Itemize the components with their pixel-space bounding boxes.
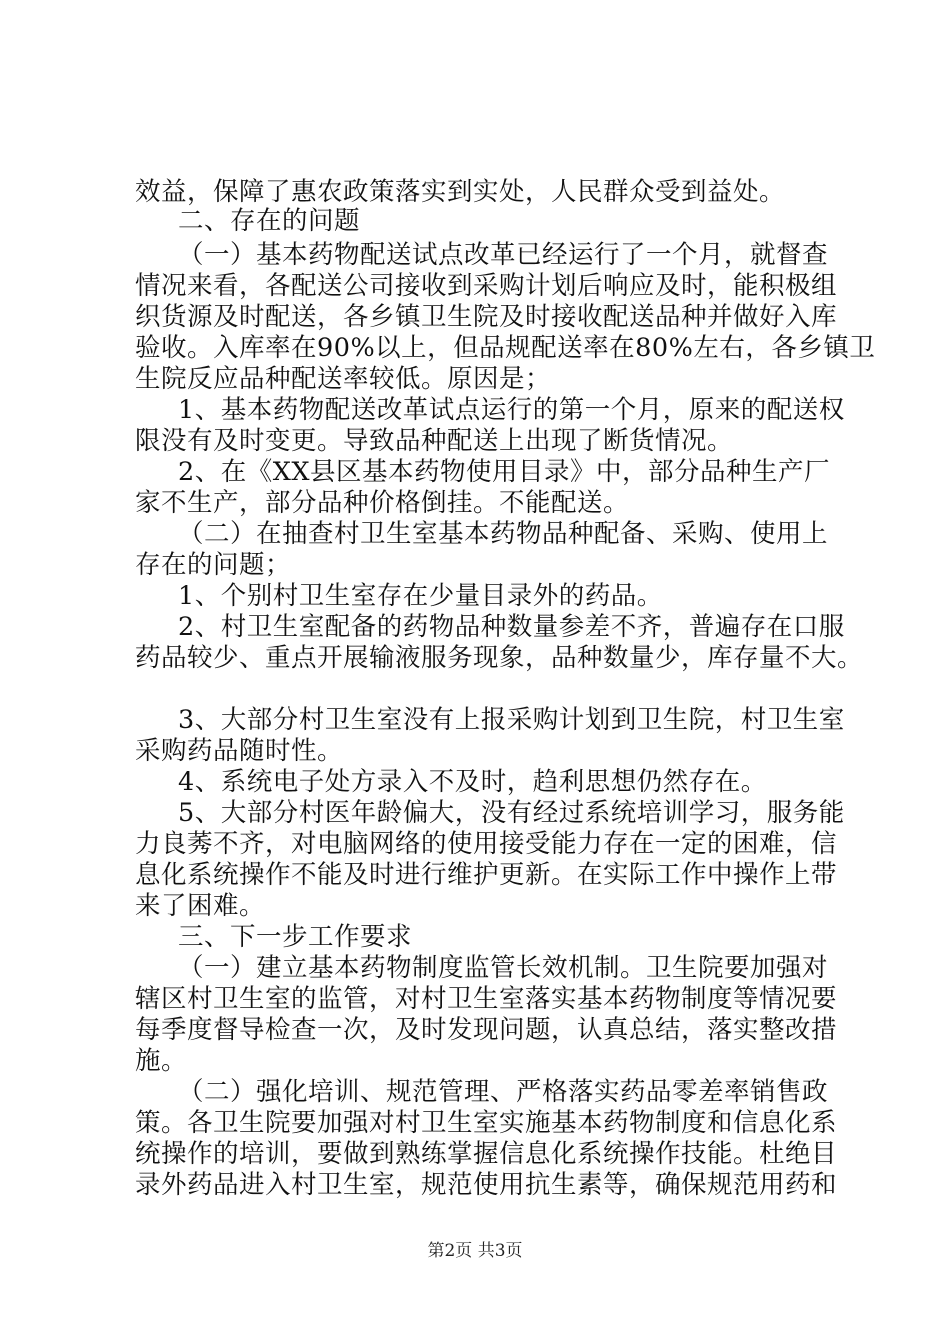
text-line: 生院反应品种配送率较低。原因是；	[135, 364, 552, 394]
subsection-heading: （二）在抽查村卫生室基本药物品种配备、采购、使用上	[178, 519, 829, 549]
page-footer: 第2页 共3页	[427, 1241, 523, 1261]
text-line: 情况来看，各配送公司接收到采购计划后响应及时，能积极组	[135, 271, 838, 301]
text-line: 织货源及时配送，各乡镇卫生院及时接收配送品种并做好入库	[135, 302, 838, 332]
subsection-heading: （二）强化培训、规范管理、严格落实药品零差率销售政	[178, 1077, 829, 1107]
text-line: 录外药品进入村卫生室，规范使用抗生素等，确保规范用药和	[135, 1170, 838, 1200]
text-line: 施。	[135, 1046, 188, 1076]
list-item: 3、大部分村卫生室没有上报采购计划到卫生院，村卫生室	[178, 705, 845, 735]
text-line: 家不生产，部分品种价格倒挂。不能配送。	[135, 488, 630, 518]
list-item: 5、大部分村医年龄偏大，没有经过系统培训学习，服务能	[178, 798, 845, 828]
text-line: 统操作的培训，要做到熟练掌握信息化系统操作技能。杜绝目	[135, 1139, 838, 1169]
list-item: 2、村卫生室配备的药物品种数量参差不齐，普遍存在口服	[178, 612, 845, 642]
text-line: 息化系统操作不能及时进行维护更新。在实际工作中操作上带	[135, 860, 838, 890]
section-heading: 三、下一步工作要求	[178, 922, 413, 952]
text-line: 效益，保障了惠农政策落实到实处，人民群众受到益处。	[135, 177, 786, 207]
text-line: 药品较少、重点开展输液服务现象，品种数量少，库存量不大。	[135, 643, 864, 673]
subsection-heading: （一）基本药物配送试点改革已经运行了一个月，就督查	[178, 240, 829, 270]
subsection-heading: （一）建立基本药物制度监管长效机制。卫生院要加强对	[178, 953, 829, 983]
text-line: 采购药品随时性。	[135, 736, 344, 766]
text-line: 验收。入库率在90%以上，但品规配送率在80%左右，各乡镇卫	[135, 333, 876, 363]
list-item: 4、系统电子处方录入不及时，趋利思想仍然存在。	[178, 767, 767, 797]
text-line: 辖区村卫生室的监管，对村卫生室落实基本药物制度等情况要	[135, 984, 838, 1014]
section-heading: 二、存在的问题	[178, 206, 361, 236]
text-line: 力良莠不齐，对电脑网络的使用接受能力存在一定的困难，信	[135, 829, 838, 859]
list-item: 2、在《XX县区基本药物使用目录》中，部分品种生产厂	[178, 457, 831, 487]
text-line: 限没有及时变更。导致品种配送上出现了断货情况。	[135, 426, 734, 456]
text-line: 策。各卫生院要加强对村卫生室实施基本药物制度和信息化系	[135, 1108, 838, 1138]
text-line: 每季度督导检查一次，及时发现问题，认真总结，落实整改措	[135, 1015, 838, 1045]
list-item: 1、基本药物配送改革试点运行的第一个月，原来的配送权	[178, 395, 845, 425]
text-line: 存在的问题；	[135, 550, 292, 580]
list-item: 1、个别村卫生室存在少量目录外的药品。	[178, 581, 663, 611]
text-line: 来了困难。	[135, 891, 266, 921]
